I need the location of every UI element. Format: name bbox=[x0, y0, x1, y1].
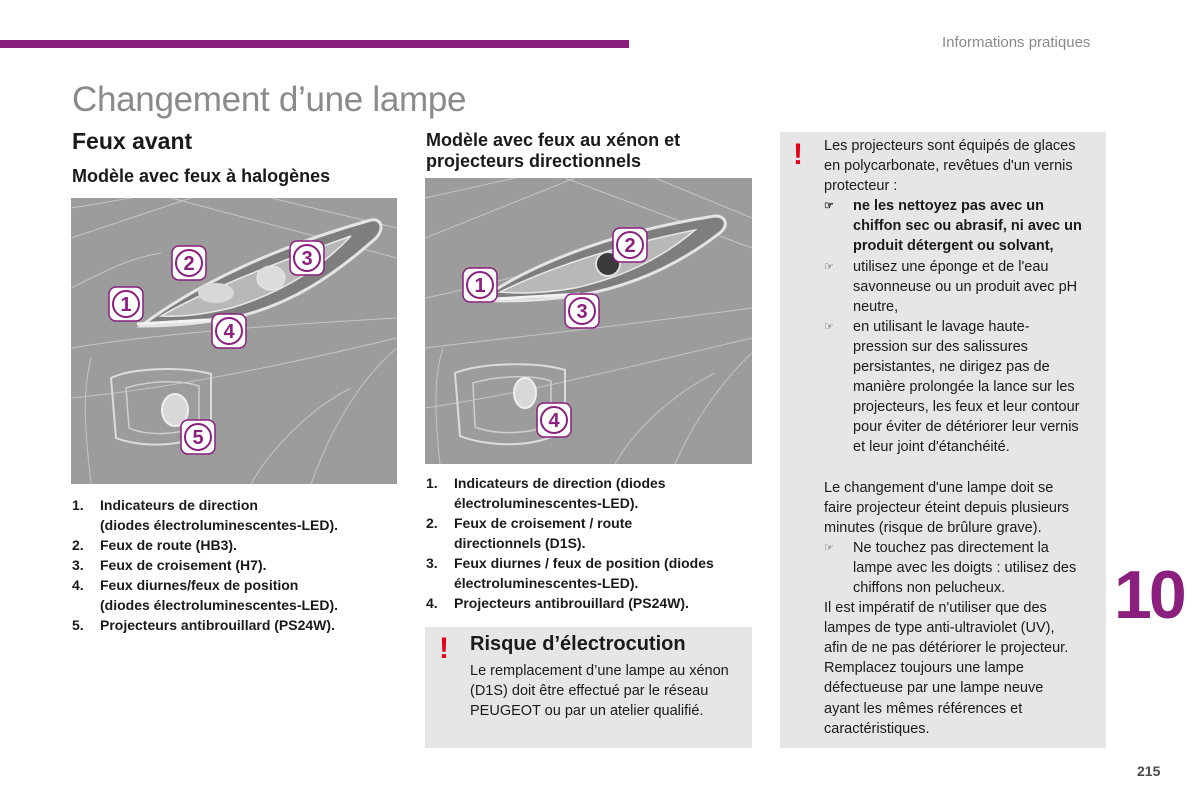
legend-item: 2. Feux de route (HB3). bbox=[72, 537, 237, 553]
legend-item: 3. Feux diurnes / feux de position (diodes électroluminescentes-LED). bbox=[426, 555, 714, 591]
svg-text:2: 2 bbox=[624, 235, 636, 257]
warning-title: Risque d’électrocution bbox=[470, 633, 686, 655]
bullet-item: ☞ en utilisant le lavage haute- pression sur des salissures persistantes, ne dirigez pas de manière prolongée la lance sur les projecteurs, les feux et leur contour pour éviter de détériorer leur vernis et leur joint d'étanchéité. bbox=[824, 318, 1080, 456]
bullet-item: ☞ ne les nettoyez pas avec un chiffon sec ou abrasif, ni avec un produit détergent ou solvant, bbox=[824, 198, 1082, 255]
electrocution-warning-box bbox=[425, 627, 752, 748]
svg-text:5: 5 bbox=[192, 427, 204, 449]
callout-3 bbox=[565, 294, 599, 328]
callout-2 bbox=[613, 228, 647, 262]
xenon-model-heading: Modèle avec feux au xénon et projecteurs directionnels bbox=[426, 130, 681, 171]
legend-item: 1. Indicateurs de direction (diodes électroluminescentes-LED). bbox=[72, 497, 339, 533]
legend-item: 1. Indicateurs de direction (diodes électroluminescentes-LED). bbox=[426, 475, 666, 511]
legend-item: 2. Feux de croisement / route directionnels (D1S). bbox=[426, 515, 633, 551]
bullet-item: ☞ Ne touchez pas directement la lampe avec les doigts : utilisez des chiffons non pelucheux. bbox=[824, 539, 1077, 596]
page-number: 215 bbox=[1137, 763, 1161, 779]
callout-4 bbox=[212, 314, 246, 348]
halogen-headlamp-figure bbox=[71, 198, 397, 484]
feux-avant-heading: Feux avant bbox=[72, 128, 193, 154]
pointing-hand-icon: ☞ bbox=[824, 200, 834, 213]
legend-item: 3. Feux de croisement (H7). bbox=[72, 557, 267, 573]
halogen-callouts bbox=[109, 241, 324, 454]
halogen-model-heading: Modèle avec feux à halogènes bbox=[72, 166, 331, 186]
callout-1 bbox=[463, 268, 497, 302]
bullet-item: ☞ utilisez une éponge et de l'eau savonneuse ou un produit avec pH neutre, bbox=[824, 258, 1078, 315]
legend-item: 4. Feux diurnes/feux de position (diodes électroluminescentes-LED). bbox=[72, 577, 339, 613]
svg-text:3: 3 bbox=[576, 301, 588, 323]
warning-text: Le remplacement d’une lampe au xénon (D1S) doit être effectué par le réseau PEUGEOT ou par un atelier qualifié. bbox=[470, 663, 729, 719]
page-title: Changement d’une lampe bbox=[72, 80, 467, 119]
legend-item: 4. Projecteurs antibrouillard (PS24W). bbox=[426, 595, 689, 611]
section-label: Informations pratiques bbox=[942, 34, 1091, 51]
chapter-number: 10 bbox=[1114, 557, 1184, 633]
callout-5 bbox=[181, 420, 215, 454]
callout-2 bbox=[172, 246, 206, 280]
right-warning-text bbox=[824, 136, 1096, 739]
header-accent-bar bbox=[0, 40, 629, 48]
svg-text:2: 2 bbox=[183, 253, 195, 275]
callout-4 bbox=[537, 403, 571, 437]
pointing-hand-icon: ☞ bbox=[824, 541, 834, 554]
halogen-legend bbox=[72, 495, 392, 635]
pointing-hand-icon: ☞ bbox=[824, 260, 834, 273]
svg-text:4: 4 bbox=[548, 410, 560, 432]
uv-lamp-paragraph: Il est impératif de n'utiliser que des lampes de type anti-ultraviolet (UV), afin de ne pas détériorer le projecteur. Remplacez toujours une lampe défectueuse par une lampe neuve ayant les mêmes références et caractéristiques. bbox=[824, 600, 1069, 737]
svg-text:3: 3 bbox=[301, 248, 313, 270]
svg-text:1: 1 bbox=[474, 275, 486, 297]
svg-text:4: 4 bbox=[223, 321, 235, 343]
svg-text:1: 1 bbox=[120, 294, 132, 316]
callout-3 bbox=[290, 241, 324, 275]
warning-icon: ! bbox=[793, 138, 803, 171]
warning-icon: ! bbox=[439, 632, 449, 665]
xenon-headlamp-figure bbox=[425, 178, 752, 464]
xenon-legend bbox=[426, 473, 746, 613]
intro-paragraph: Les projecteurs sont équipés de glaces en polycarbonate, revêtues d'un vernis protecteur : bbox=[824, 138, 1076, 195]
legend-item: 5. Projecteurs antibrouillard (PS24W). bbox=[72, 617, 335, 633]
lamp-change-paragraph: Le changement d'une lampe doit se faire projecteur éteint depuis plusieurs minutes (risque de brûlure grave). bbox=[824, 479, 1070, 536]
pointing-hand-icon: ☞ bbox=[824, 320, 834, 333]
callout-1 bbox=[109, 287, 143, 321]
